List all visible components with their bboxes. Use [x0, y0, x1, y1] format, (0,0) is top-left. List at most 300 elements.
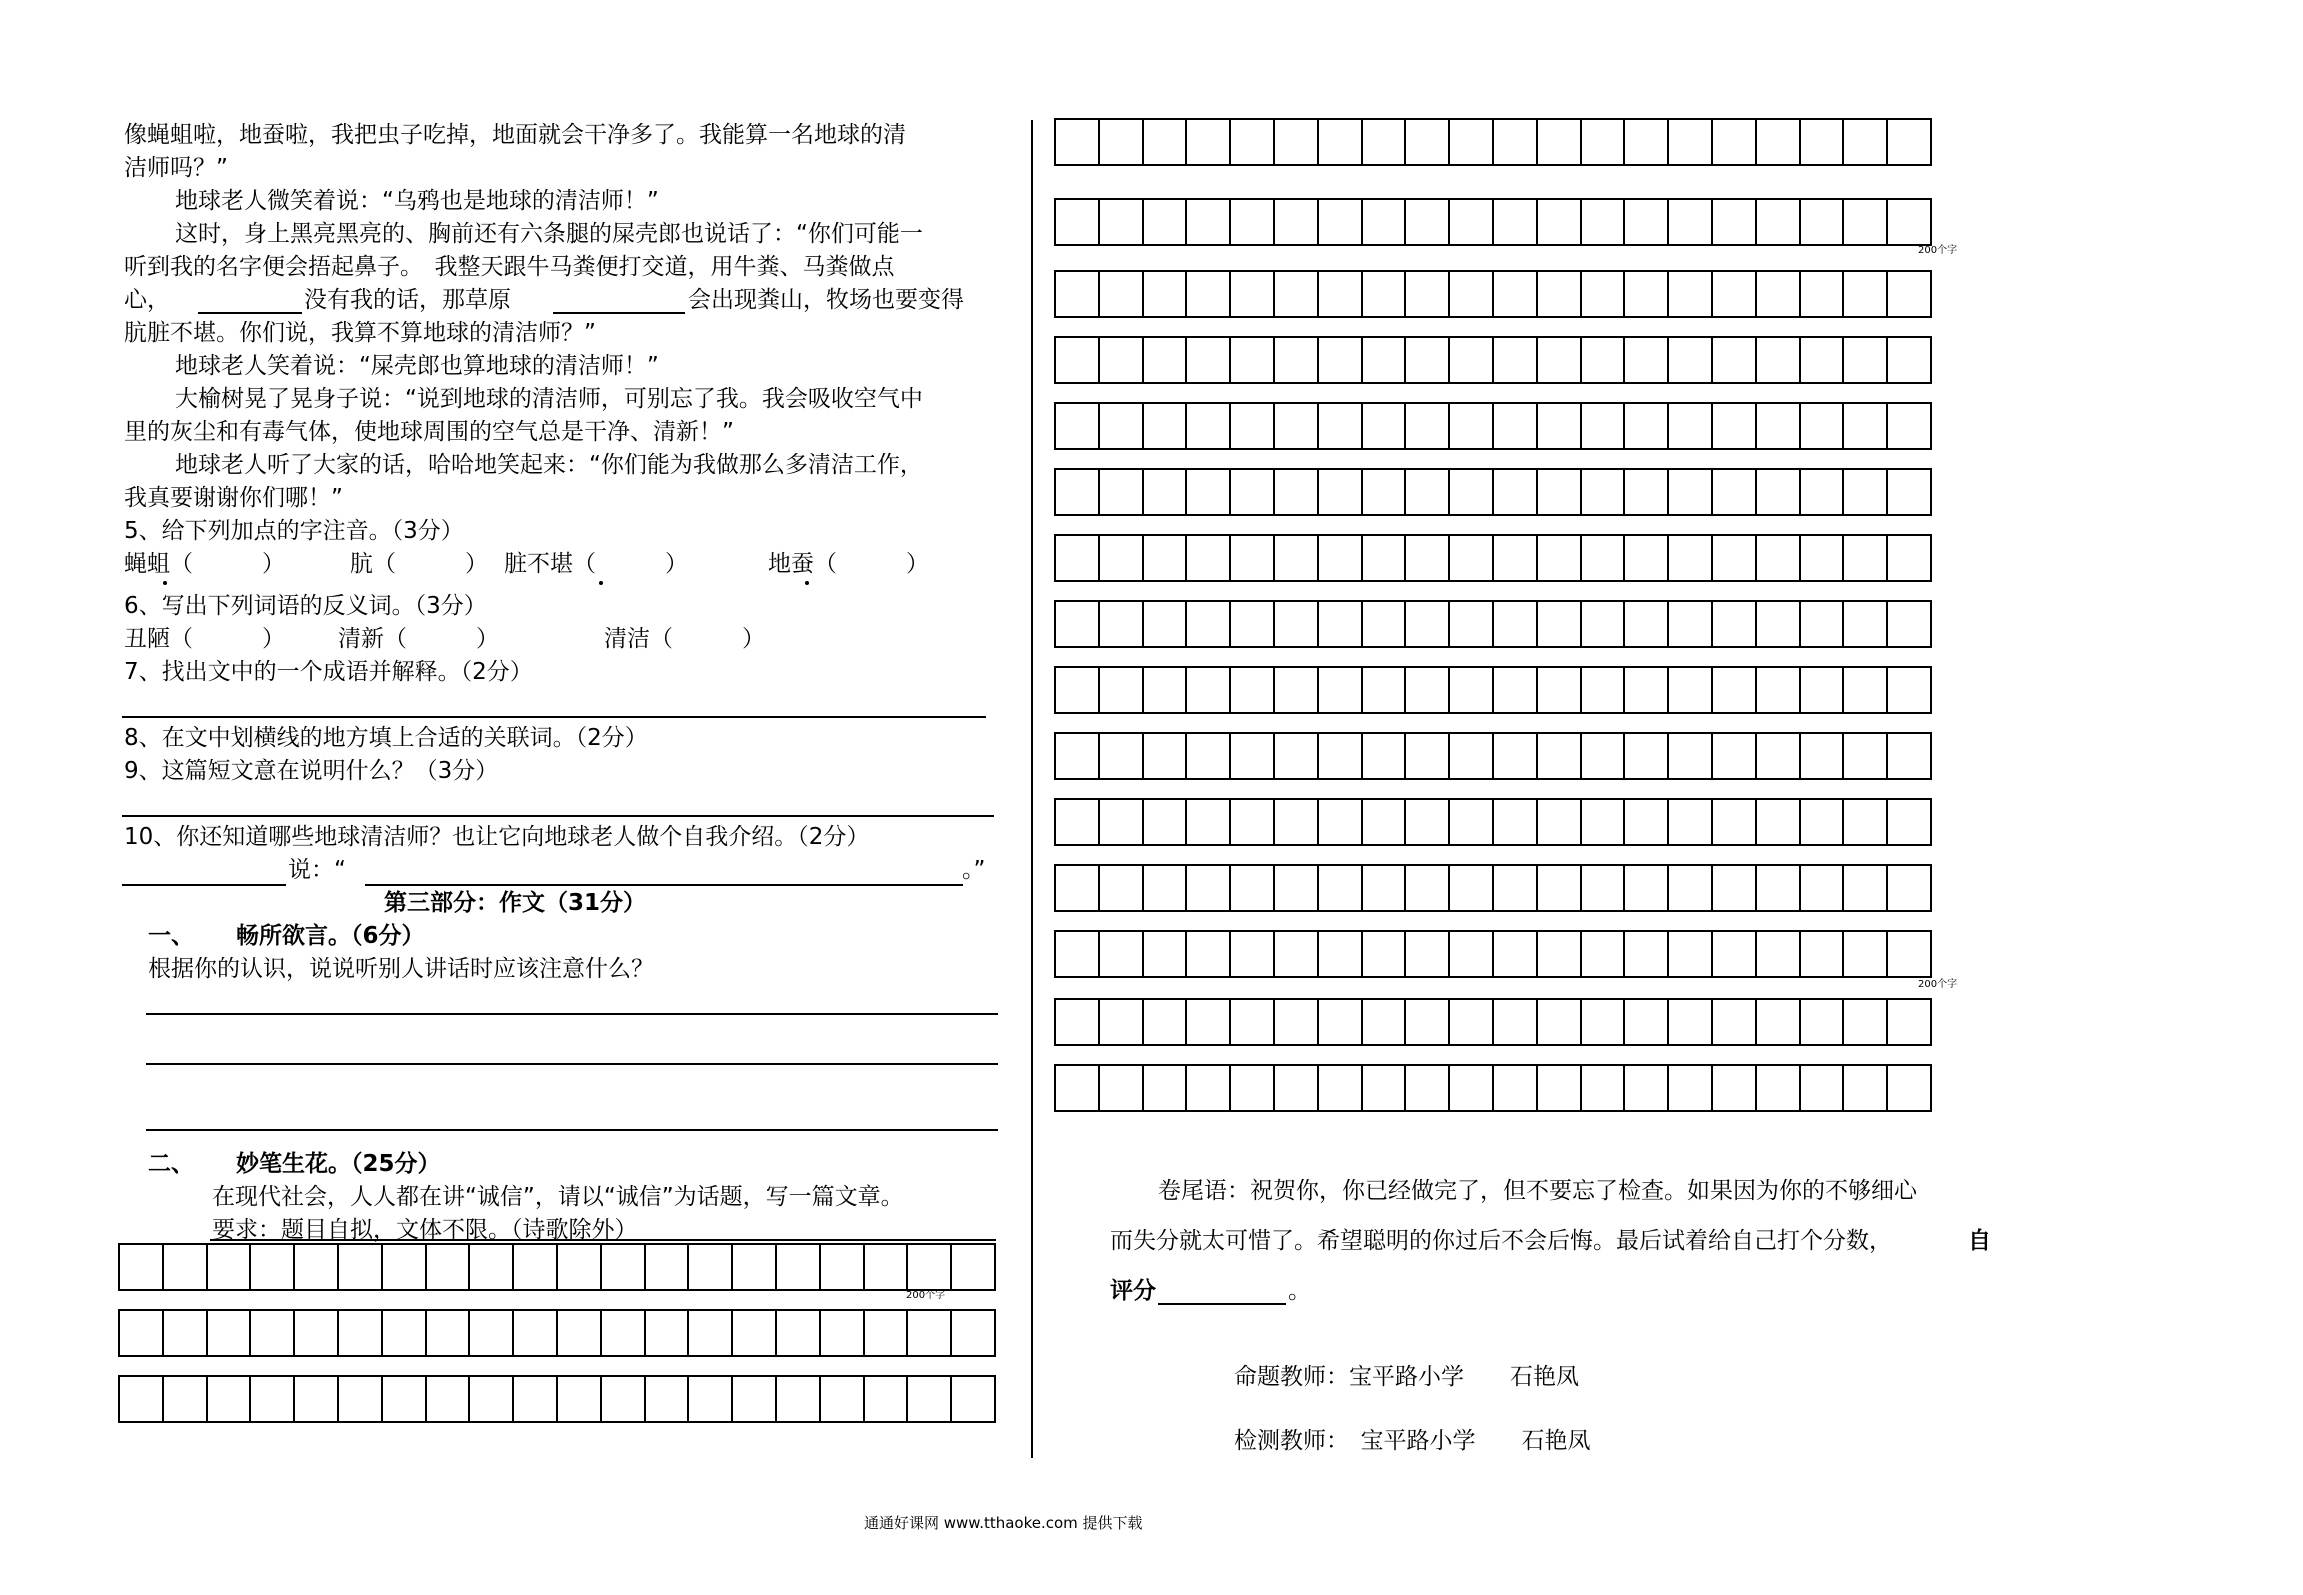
- writing-grid-cell[interactable]: [1319, 470, 1363, 514]
- writing-grid-cell[interactable]: [733, 1311, 777, 1355]
- writing-grid-cell[interactable]: [1757, 1000, 1801, 1044]
- writing-grid-cell[interactable]: [952, 1377, 994, 1421]
- writing-grid-cell[interactable]: [514, 1311, 558, 1355]
- writing-grid-cell[interactable]: [1713, 120, 1757, 164]
- writing-grid-cell[interactable]: [1319, 272, 1363, 316]
- writing-grid-cell[interactable]: [1494, 404, 1538, 448]
- writing-grid-cell[interactable]: [1888, 272, 1930, 316]
- writing-grid-cell[interactable]: [952, 1245, 994, 1289]
- writing-grid-cell[interactable]: [1844, 1066, 1888, 1110]
- writing-grid-cell[interactable]: [1275, 1000, 1319, 1044]
- writing-grid-cell[interactable]: [1144, 734, 1188, 778]
- writing-grid-cell[interactable]: [339, 1245, 383, 1289]
- writing-grid-cell[interactable]: [1450, 338, 1494, 382]
- writing-grid-cell[interactable]: [1888, 1000, 1930, 1044]
- writing-grid-cell[interactable]: [1319, 404, 1363, 448]
- writing-grid-cell[interactable]: [164, 1245, 208, 1289]
- writing-grid-cell[interactable]: [1582, 470, 1626, 514]
- writing-grid-cell[interactable]: [1100, 866, 1144, 910]
- writing-grid-cell[interactable]: [1187, 470, 1231, 514]
- writing-grid-cell[interactable]: [1888, 470, 1930, 514]
- writing-grid-cell[interactable]: [1319, 536, 1363, 580]
- writing-grid-cell[interactable]: [1363, 1066, 1407, 1110]
- writing-grid-cell[interactable]: [1231, 470, 1275, 514]
- writing-grid-cell[interactable]: [1494, 734, 1538, 778]
- writing-grid-cell[interactable]: [1844, 866, 1888, 910]
- writing-grid-cell[interactable]: [1231, 338, 1275, 382]
- writing-grid-cell[interactable]: [1450, 404, 1494, 448]
- writing-grid-cell[interactable]: [1713, 470, 1757, 514]
- writing-grid-cell[interactable]: [1888, 734, 1930, 778]
- writing-grid-cell[interactable]: [777, 1311, 821, 1355]
- writing-grid-cell[interactable]: [1494, 200, 1538, 244]
- writing-grid-cell[interactable]: [777, 1245, 821, 1289]
- writing-grid-cell[interactable]: [1713, 932, 1757, 976]
- writing-grid-cell[interactable]: [1757, 200, 1801, 244]
- writing-grid-row[interactable]: [1054, 1064, 1932, 1112]
- writing-grid-row[interactable]: [1054, 798, 1932, 846]
- writing-grid-cell[interactable]: [602, 1311, 646, 1355]
- writing-grid-cell[interactable]: [1319, 1066, 1363, 1110]
- writing-grid-cell[interactable]: [1056, 932, 1100, 976]
- writing-grid-cell[interactable]: [1406, 120, 1450, 164]
- writing-grid-cell[interactable]: [1801, 120, 1845, 164]
- writing-grid-cell[interactable]: [1275, 1066, 1319, 1110]
- writing-grid-cell[interactable]: [470, 1311, 514, 1355]
- writing-grid-cell[interactable]: [1056, 120, 1100, 164]
- writing-grid-cell[interactable]: [1757, 120, 1801, 164]
- answer-line[interactable]: [122, 815, 994, 817]
- writing-grid-cell[interactable]: [908, 1311, 952, 1355]
- writing-grid-cell[interactable]: [646, 1311, 690, 1355]
- writing-grid-cell[interactable]: [1494, 120, 1538, 164]
- writing-grid-cell[interactable]: [1406, 200, 1450, 244]
- writing-grid-cell[interactable]: [1363, 800, 1407, 844]
- writing-grid-cell[interactable]: [1450, 1066, 1494, 1110]
- writing-grid-cell[interactable]: [1844, 932, 1888, 976]
- writing-grid-cell[interactable]: [1275, 272, 1319, 316]
- writing-grid-cell[interactable]: [1406, 536, 1450, 580]
- writing-grid-cell[interactable]: [602, 1377, 646, 1421]
- writing-grid-cell[interactable]: [1319, 800, 1363, 844]
- writing-grid-cell[interactable]: [208, 1245, 252, 1289]
- writing-grid-cell[interactable]: [164, 1377, 208, 1421]
- writing-grid-cell[interactable]: [1275, 866, 1319, 910]
- writing-grid-row[interactable]: [1054, 198, 1932, 246]
- writing-grid-cell[interactable]: [470, 1377, 514, 1421]
- writing-grid-cell[interactable]: [1888, 200, 1930, 244]
- writing-grid-cell[interactable]: [1187, 1000, 1231, 1044]
- writing-grid-cell[interactable]: [1406, 800, 1450, 844]
- writing-grid-row[interactable]: [1054, 600, 1932, 648]
- writing-grid-row[interactable]: [1054, 270, 1932, 318]
- writing-grid-cell[interactable]: [1801, 602, 1845, 646]
- writing-grid-cell[interactable]: [1625, 1066, 1669, 1110]
- writing-grid-cell[interactable]: [1144, 1066, 1188, 1110]
- writing-grid-cell[interactable]: [1582, 1000, 1626, 1044]
- writing-grid-cell[interactable]: [1363, 120, 1407, 164]
- writing-grid-cell[interactable]: [1231, 536, 1275, 580]
- writing-grid-cell[interactable]: [1319, 200, 1363, 244]
- writing-grid-cell[interactable]: [1056, 866, 1100, 910]
- writing-grid-cell[interactable]: [1406, 338, 1450, 382]
- writing-grid-cell[interactable]: [1669, 734, 1713, 778]
- writing-grid-cell[interactable]: [1231, 866, 1275, 910]
- writing-grid-cell[interactable]: [1801, 932, 1845, 976]
- writing-grid-cell[interactable]: [1363, 866, 1407, 910]
- writing-grid-cell[interactable]: [120, 1377, 164, 1421]
- writing-grid-cell[interactable]: [1801, 536, 1845, 580]
- writing-grid-cell[interactable]: [1450, 602, 1494, 646]
- writing-grid-cell[interactable]: [1450, 734, 1494, 778]
- writing-grid-cell[interactable]: [1713, 404, 1757, 448]
- writing-grid-cell[interactable]: [1669, 932, 1713, 976]
- writing-grid-cell[interactable]: [821, 1245, 865, 1289]
- writing-grid-cell[interactable]: [1844, 404, 1888, 448]
- writing-grid-cell[interactable]: [208, 1311, 252, 1355]
- blank-line[interactable]: [198, 312, 302, 314]
- writing-grid-cell[interactable]: [733, 1245, 777, 1289]
- writing-grid-cell[interactable]: [1187, 272, 1231, 316]
- writing-grid-cell[interactable]: [514, 1377, 558, 1421]
- writing-grid-cell[interactable]: [1406, 866, 1450, 910]
- writing-grid-cell[interactable]: [1187, 866, 1231, 910]
- writing-grid-cell[interactable]: [1801, 866, 1845, 910]
- writing-grid-cell[interactable]: [1625, 800, 1669, 844]
- writing-grid-cell[interactable]: [1538, 470, 1582, 514]
- writing-grid-cell[interactable]: [1538, 1066, 1582, 1110]
- writing-grid-row[interactable]: [1054, 930, 1932, 978]
- writing-grid-cell[interactable]: [1056, 200, 1100, 244]
- writing-grid-cell[interactable]: [251, 1245, 295, 1289]
- writing-grid-cell[interactable]: [251, 1377, 295, 1421]
- writing-grid-cell[interactable]: [1231, 734, 1275, 778]
- writing-grid-cell[interactable]: [1669, 338, 1713, 382]
- writing-grid-cell[interactable]: [1231, 602, 1275, 646]
- writing-grid-cell[interactable]: [1669, 200, 1713, 244]
- writing-grid-cell[interactable]: [1231, 1066, 1275, 1110]
- writing-grid-cell[interactable]: [1187, 120, 1231, 164]
- writing-grid-cell[interactable]: [689, 1377, 733, 1421]
- writing-grid-row[interactable]: [118, 1243, 996, 1291]
- writing-grid-cell[interactable]: [908, 1377, 952, 1421]
- writing-grid-cell[interactable]: [558, 1311, 602, 1355]
- writing-grid-cell[interactable]: [777, 1377, 821, 1421]
- writing-grid-cell[interactable]: [1669, 404, 1713, 448]
- writing-grid-cell[interactable]: [952, 1311, 994, 1355]
- writing-grid-cell[interactable]: [865, 1311, 909, 1355]
- writing-line[interactable]: [146, 1129, 998, 1131]
- writing-grid-cell[interactable]: [1757, 1066, 1801, 1110]
- writing-line[interactable]: [146, 1013, 998, 1015]
- writing-grid-cell[interactable]: [1056, 338, 1100, 382]
- writing-grid-cell[interactable]: [1713, 200, 1757, 244]
- writing-grid-cell[interactable]: [1144, 338, 1188, 382]
- writing-grid-cell[interactable]: [1669, 120, 1713, 164]
- writing-grid-cell[interactable]: [1757, 536, 1801, 580]
- answer-line[interactable]: [365, 884, 963, 886]
- writing-grid-cell[interactable]: [908, 1245, 952, 1289]
- writing-grid-cell[interactable]: [1100, 932, 1144, 976]
- writing-grid-cell[interactable]: [865, 1245, 909, 1289]
- writing-grid-cell[interactable]: [1187, 536, 1231, 580]
- writing-grid-cell[interactable]: [1319, 1000, 1363, 1044]
- writing-grid-cell[interactable]: [1187, 932, 1231, 976]
- writing-grid-cell[interactable]: [1844, 1000, 1888, 1044]
- writing-grid-cell[interactable]: [1669, 1066, 1713, 1110]
- writing-grid-cell[interactable]: [1275, 734, 1319, 778]
- writing-grid-row[interactable]: [1054, 336, 1932, 384]
- writing-grid-cell[interactable]: [1494, 536, 1538, 580]
- writing-grid-cell[interactable]: [1538, 404, 1582, 448]
- writing-grid-cell[interactable]: [1801, 1000, 1845, 1044]
- writing-grid-cell[interactable]: [1406, 1000, 1450, 1044]
- writing-grid-cell[interactable]: [689, 1311, 733, 1355]
- writing-grid-cell[interactable]: [1888, 602, 1930, 646]
- writing-grid-cell[interactable]: [1713, 866, 1757, 910]
- writing-grid-cell[interactable]: [1801, 734, 1845, 778]
- writing-grid-cell[interactable]: [1144, 668, 1188, 712]
- writing-grid-cell[interactable]: [558, 1377, 602, 1421]
- writing-grid-cell[interactable]: [1275, 932, 1319, 976]
- writing-grid-cell[interactable]: [1450, 470, 1494, 514]
- writing-grid-cell[interactable]: [1757, 668, 1801, 712]
- writing-grid-cell[interactable]: [1625, 338, 1669, 382]
- writing-grid-cell[interactable]: [120, 1245, 164, 1289]
- writing-grid-cell[interactable]: [1801, 404, 1845, 448]
- writing-grid-cell[interactable]: [1187, 734, 1231, 778]
- writing-grid-cell[interactable]: [1144, 200, 1188, 244]
- writing-grid-cell[interactable]: [1713, 668, 1757, 712]
- answer-line[interactable]: [122, 716, 986, 718]
- writing-grid-cell[interactable]: [1538, 668, 1582, 712]
- writing-grid-row[interactable]: [118, 1375, 996, 1423]
- writing-grid-cell[interactable]: [1713, 1000, 1757, 1044]
- writing-grid-cell[interactable]: [1363, 602, 1407, 646]
- writing-grid-cell[interactable]: [1669, 272, 1713, 316]
- writing-grid-cell[interactable]: [1450, 200, 1494, 244]
- writing-grid-cell[interactable]: [1056, 404, 1100, 448]
- writing-grid-cell[interactable]: [1538, 800, 1582, 844]
- writing-grid-cell[interactable]: [1363, 1000, 1407, 1044]
- writing-grid-cell[interactable]: [1888, 1066, 1930, 1110]
- writing-grid-cell[interactable]: [821, 1377, 865, 1421]
- writing-grid-cell[interactable]: [1582, 200, 1626, 244]
- writing-grid-cell[interactable]: [1187, 668, 1231, 712]
- writing-grid-cell[interactable]: [1888, 800, 1930, 844]
- writing-grid-cell[interactable]: [1450, 866, 1494, 910]
- writing-grid-row[interactable]: [1054, 534, 1932, 582]
- writing-grid-cell[interactable]: [1888, 932, 1930, 976]
- writing-grid-cell[interactable]: [1625, 602, 1669, 646]
- writing-grid-cell[interactable]: [689, 1245, 733, 1289]
- writing-grid-cell[interactable]: [1450, 120, 1494, 164]
- writing-grid-cell[interactable]: [514, 1245, 558, 1289]
- writing-grid-cell[interactable]: [1582, 120, 1626, 164]
- writing-grid-row[interactable]: [1054, 468, 1932, 516]
- writing-grid-cell[interactable]: [1275, 404, 1319, 448]
- writing-grid-cell[interactable]: [1231, 800, 1275, 844]
- writing-grid-cell[interactable]: [1144, 1000, 1188, 1044]
- writing-grid-cell[interactable]: [1187, 338, 1231, 382]
- writing-grid-cell[interactable]: [1801, 200, 1845, 244]
- writing-grid-cell[interactable]: [1363, 536, 1407, 580]
- writing-grid-cell[interactable]: [1450, 800, 1494, 844]
- writing-grid-cell[interactable]: [427, 1311, 471, 1355]
- writing-grid-cell[interactable]: [1625, 734, 1669, 778]
- writing-grid-row[interactable]: [118, 1309, 996, 1357]
- writing-grid-cell[interactable]: [1713, 536, 1757, 580]
- writing-grid-cell[interactable]: [1494, 338, 1538, 382]
- writing-grid-cell[interactable]: [1100, 536, 1144, 580]
- writing-grid-cell[interactable]: [1450, 932, 1494, 976]
- writing-grid-cell[interactable]: [1056, 536, 1100, 580]
- writing-grid-cell[interactable]: [295, 1311, 339, 1355]
- writing-grid-row[interactable]: [1054, 998, 1932, 1046]
- writing-grid-cell[interactable]: [1582, 668, 1626, 712]
- writing-grid-cell[interactable]: [383, 1245, 427, 1289]
- writing-grid-cell[interactable]: [558, 1245, 602, 1289]
- writing-grid-cell[interactable]: [1801, 1066, 1845, 1110]
- writing-grid-cell[interactable]: [1406, 734, 1450, 778]
- writing-grid-cell[interactable]: [1669, 866, 1713, 910]
- writing-grid-cell[interactable]: [1363, 470, 1407, 514]
- writing-grid-cell[interactable]: [1494, 1000, 1538, 1044]
- writing-grid-cell[interactable]: [1625, 1000, 1669, 1044]
- writing-grid-cell[interactable]: [1100, 470, 1144, 514]
- writing-grid-cell[interactable]: [251, 1311, 295, 1355]
- writing-grid-cell[interactable]: [1275, 800, 1319, 844]
- writing-grid-cell[interactable]: [1582, 866, 1626, 910]
- writing-grid-cell[interactable]: [1844, 602, 1888, 646]
- writing-grid-cell[interactable]: [295, 1377, 339, 1421]
- writing-grid-cell[interactable]: [821, 1311, 865, 1355]
- writing-grid-cell[interactable]: [1231, 120, 1275, 164]
- writing-grid-cell[interactable]: [1406, 404, 1450, 448]
- writing-grid-cell[interactable]: [1100, 734, 1144, 778]
- writing-grid-cell[interactable]: [1056, 734, 1100, 778]
- writing-grid-cell[interactable]: [295, 1245, 339, 1289]
- writing-grid-cell[interactable]: [1538, 734, 1582, 778]
- writing-grid-cell[interactable]: [1494, 470, 1538, 514]
- writing-grid-cell[interactable]: [1144, 272, 1188, 316]
- writing-grid-cell[interactable]: [1144, 120, 1188, 164]
- writing-grid-cell[interactable]: [1363, 404, 1407, 448]
- writing-grid-cell[interactable]: [1187, 800, 1231, 844]
- writing-grid-cell[interactable]: [1187, 200, 1231, 244]
- writing-grid-cell[interactable]: [1582, 404, 1626, 448]
- writing-grid-cell[interactable]: [1538, 200, 1582, 244]
- writing-grid-cell[interactable]: [646, 1377, 690, 1421]
- writing-grid-cell[interactable]: [1844, 120, 1888, 164]
- writing-grid-cell[interactable]: [1757, 272, 1801, 316]
- writing-grid-cell[interactable]: [1669, 800, 1713, 844]
- writing-grid-cell[interactable]: [1801, 668, 1845, 712]
- writing-grid-cell[interactable]: [1363, 734, 1407, 778]
- writing-grid-cell[interactable]: [1100, 1066, 1144, 1110]
- writing-grid-cell[interactable]: [1625, 200, 1669, 244]
- writing-grid-cell[interactable]: [1844, 200, 1888, 244]
- writing-grid-cell[interactable]: [1538, 338, 1582, 382]
- writing-grid-cell[interactable]: [1187, 404, 1231, 448]
- writing-grid-cell[interactable]: [1363, 338, 1407, 382]
- writing-grid-cell[interactable]: [1056, 1066, 1100, 1110]
- writing-grid-cell[interactable]: [1275, 200, 1319, 244]
- writing-grid-row[interactable]: [1054, 118, 1932, 166]
- writing-grid-cell[interactable]: [1450, 668, 1494, 712]
- writing-grid-cell[interactable]: [1144, 404, 1188, 448]
- writing-grid-cell[interactable]: [1056, 1000, 1100, 1044]
- writing-grid-cell[interactable]: [1625, 120, 1669, 164]
- writing-grid-cell[interactable]: [1538, 602, 1582, 646]
- writing-grid-cell[interactable]: [1844, 272, 1888, 316]
- writing-grid-cell[interactable]: [1757, 602, 1801, 646]
- writing-grid-cell[interactable]: [1625, 470, 1669, 514]
- writing-grid-cell[interactable]: [1056, 272, 1100, 316]
- writing-grid-cell[interactable]: [1406, 1066, 1450, 1110]
- writing-grid-cell[interactable]: [1582, 800, 1626, 844]
- writing-grid-cell[interactable]: [1319, 734, 1363, 778]
- writing-grid-cell[interactable]: [865, 1377, 909, 1421]
- writing-grid-cell[interactable]: [1100, 668, 1144, 712]
- writing-grid-cell[interactable]: [1319, 602, 1363, 646]
- writing-grid-cell[interactable]: [1494, 800, 1538, 844]
- writing-grid-cell[interactable]: [1100, 120, 1144, 164]
- writing-grid-cell[interactable]: [1625, 536, 1669, 580]
- self-score-blank[interactable]: [1158, 1303, 1286, 1305]
- writing-grid-cell[interactable]: [1056, 668, 1100, 712]
- writing-grid-cell[interactable]: [1144, 800, 1188, 844]
- writing-grid-cell[interactable]: [1231, 272, 1275, 316]
- writing-grid-cell[interactable]: [1888, 338, 1930, 382]
- writing-grid-cell[interactable]: [120, 1311, 164, 1355]
- writing-grid-cell[interactable]: [1757, 866, 1801, 910]
- writing-grid-cell[interactable]: [1363, 668, 1407, 712]
- writing-grid-cell[interactable]: [1100, 404, 1144, 448]
- writing-grid-cell[interactable]: [427, 1377, 471, 1421]
- writing-grid-cell[interactable]: [1275, 536, 1319, 580]
- writing-grid-cell[interactable]: [1582, 536, 1626, 580]
- writing-grid-cell[interactable]: [602, 1245, 646, 1289]
- writing-grid-cell[interactable]: [1231, 1000, 1275, 1044]
- writing-grid-cell[interactable]: [1319, 338, 1363, 382]
- writing-grid-row[interactable]: [1054, 864, 1932, 912]
- writing-grid-cell[interactable]: [1888, 404, 1930, 448]
- writing-grid-cell[interactable]: [339, 1377, 383, 1421]
- writing-grid-cell[interactable]: [1538, 866, 1582, 910]
- writing-grid-cell[interactable]: [1494, 602, 1538, 646]
- writing-grid-cell[interactable]: [383, 1311, 427, 1355]
- writing-grid-cell[interactable]: [1625, 668, 1669, 712]
- writing-grid-cell[interactable]: [1669, 470, 1713, 514]
- writing-grid-cell[interactable]: [1713, 338, 1757, 382]
- writing-grid-cell[interactable]: [1450, 1000, 1494, 1044]
- writing-grid-cell[interactable]: [1144, 932, 1188, 976]
- writing-grid-cell[interactable]: [1801, 272, 1845, 316]
- writing-grid-cell[interactable]: [1888, 866, 1930, 910]
- writing-grid-cell[interactable]: [1363, 932, 1407, 976]
- writing-grid-cell[interactable]: [1319, 866, 1363, 910]
- writing-grid-cell[interactable]: [1625, 866, 1669, 910]
- writing-grid-cell[interactable]: [1801, 338, 1845, 382]
- writing-grid-cell[interactable]: [1713, 602, 1757, 646]
- writing-grid-cell[interactable]: [1275, 602, 1319, 646]
- writing-grid-cell[interactable]: [1406, 932, 1450, 976]
- writing-grid-cell[interactable]: [1231, 200, 1275, 244]
- writing-grid-cell[interactable]: [1669, 1000, 1713, 1044]
- writing-grid-cell[interactable]: [1056, 602, 1100, 646]
- answer-line[interactable]: [122, 884, 286, 886]
